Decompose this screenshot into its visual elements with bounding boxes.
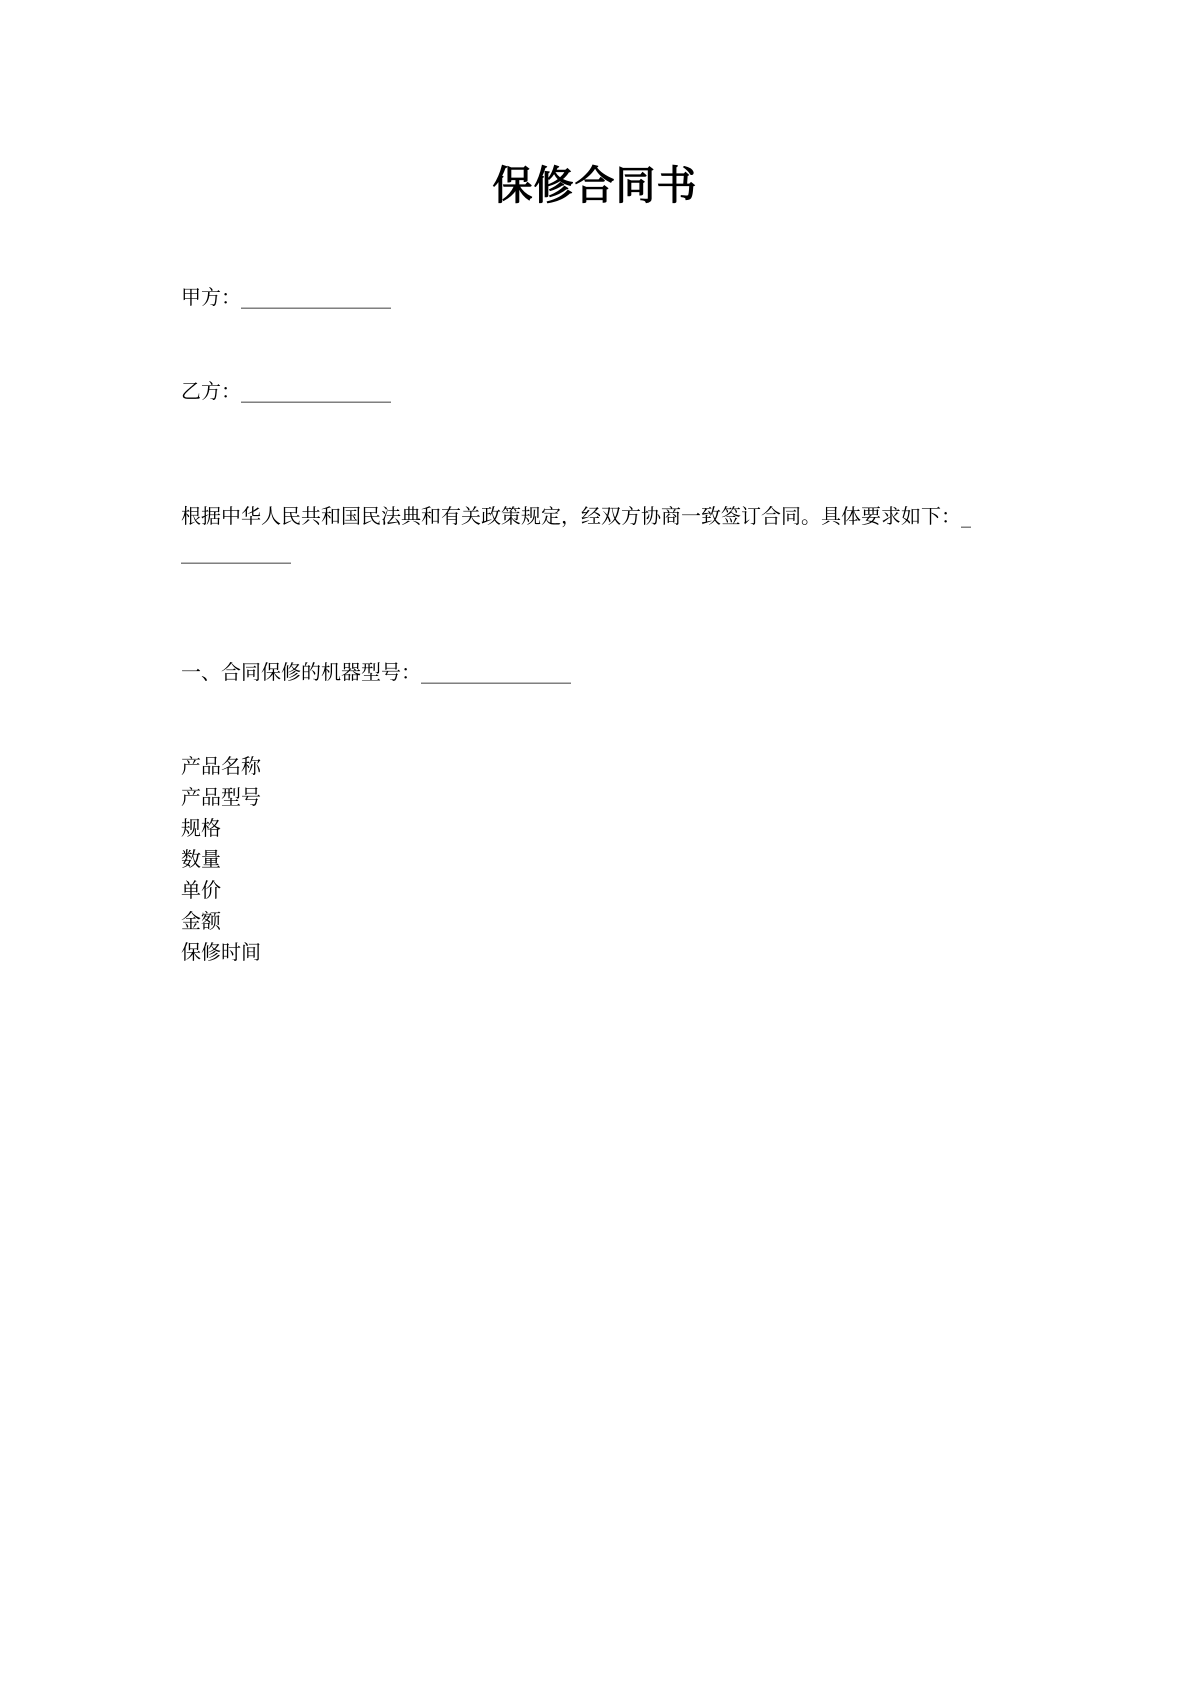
product-field-list (181, 751, 261, 968)
list-item: 规格 (181, 816, 221, 840)
document-title: 保修合同书 (492, 162, 698, 209)
list-item: 数量 (181, 847, 221, 871)
intro-paragraph-line-1: 根据中华人民共和国民法典和有关政策规定，经双方协商一致签订合同。具体要求如下：_ (181, 504, 971, 528)
party-b-line: 乙方：_______________ (181, 379, 391, 403)
list-item: 单价 (181, 878, 221, 902)
intro-paragraph-line-2: ___________ (181, 540, 291, 564)
party-a-line: 甲方：_______________ (181, 285, 391, 309)
list-item: 产品型号 (181, 785, 261, 809)
list-item: 保修时间 (181, 940, 261, 964)
list-item: 产品名称 (181, 754, 261, 778)
list-item: 金额 (181, 909, 221, 933)
section-1-heading: 一、合同保修的机器型号：_______________ (181, 660, 571, 684)
